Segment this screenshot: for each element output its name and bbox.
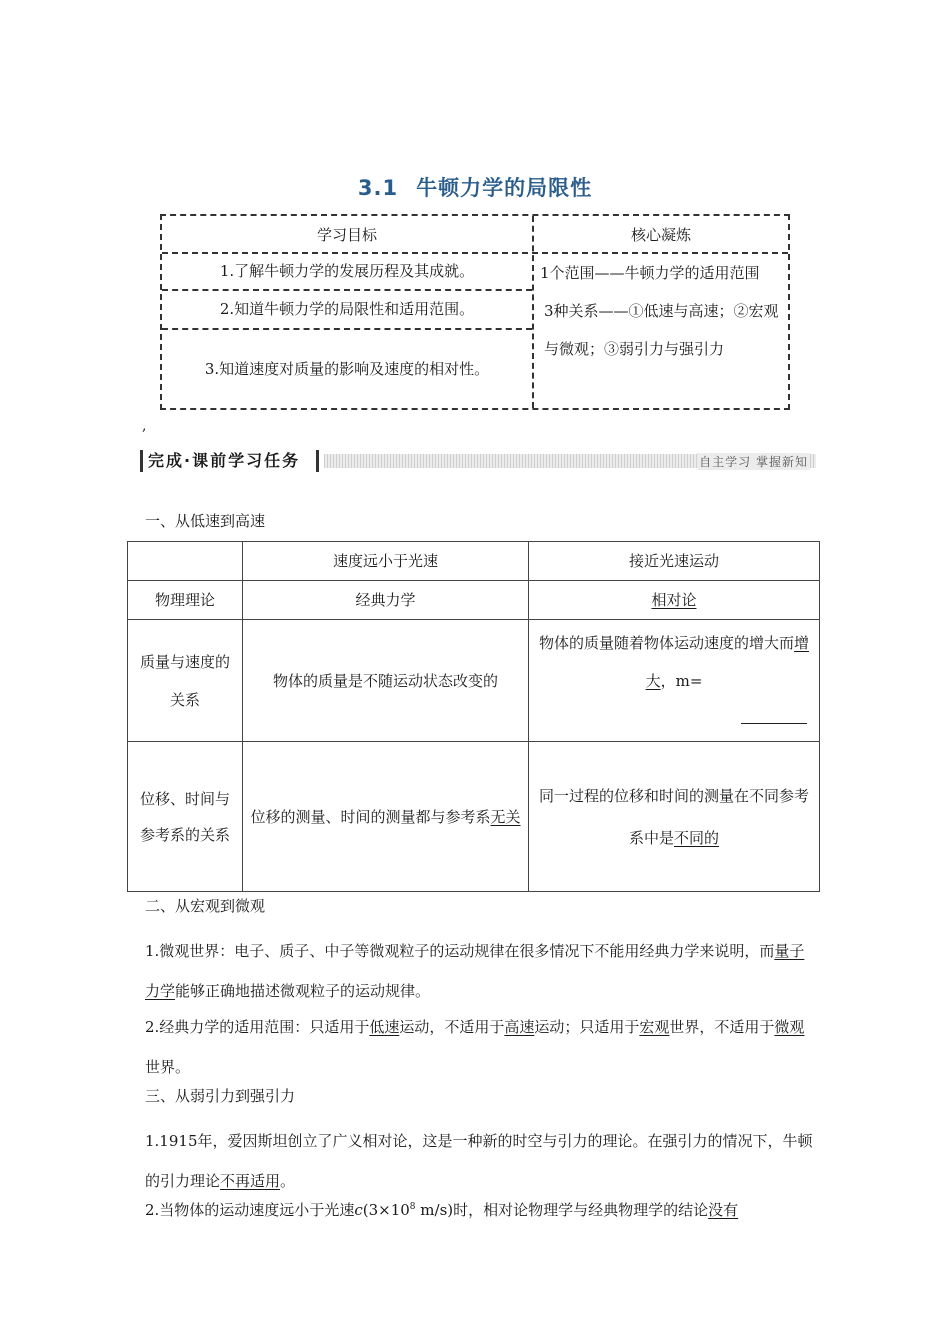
answer-blank: 量子力学 bbox=[145, 942, 805, 1000]
cell-text: 同一过程的位移和时间的测量在不同参考系中是 bbox=[538, 786, 809, 847]
text: m/s)时，相对论物理学与经典物理学的结论 bbox=[415, 1201, 709, 1219]
comparison-table bbox=[127, 541, 820, 892]
banner-bar bbox=[316, 450, 319, 472]
goal-item: 2.知道牛顿力学的局限性和适用范围。 bbox=[219, 300, 475, 318]
table-row bbox=[128, 581, 820, 620]
text: 运动；只适用于 bbox=[534, 1018, 640, 1036]
answer-blank: 没有 bbox=[708, 1201, 739, 1219]
stray-mark: , bbox=[142, 418, 147, 434]
text: 1.1915年，爱因斯坦创立了广义相对论，这是一种新的时空与引力的理论。在强引力的情况下，牛顿的引力理论 bbox=[145, 1132, 813, 1190]
speed-of-light-symbol: c bbox=[354, 1201, 363, 1219]
section-heading: 三、从弱引力到强引力 bbox=[145, 1087, 296, 1105]
row-label: 位移、时间与参考系的关系 bbox=[128, 742, 243, 892]
table-header: 速度远小于光速 bbox=[243, 542, 529, 581]
table-row bbox=[128, 742, 820, 892]
row-label: 质量与速度的关系 bbox=[128, 620, 243, 742]
paragraph bbox=[145, 1007, 815, 1087]
answer-blank: 微观 bbox=[774, 1018, 805, 1036]
paragraph bbox=[145, 931, 815, 1011]
core-range: 1个范围——牛顿力学的适用范围 bbox=[540, 264, 760, 282]
cell-text: 位移的测量、时间的测量都与参考系 bbox=[250, 807, 491, 826]
answer-blank: 不同的 bbox=[674, 828, 720, 847]
core-header: 核心凝炼 bbox=[630, 225, 691, 244]
answer-blank: 宏观 bbox=[639, 1018, 670, 1036]
goal-item: 3.知道速度对质量的影响及速度的相对性。 bbox=[204, 359, 490, 378]
text: 能够正确地描述微观粒子的运动规律。 bbox=[175, 982, 431, 1000]
banner-subtitle: 自主学习 掌握新知 bbox=[699, 455, 808, 469]
section-number: 3.1 bbox=[357, 176, 399, 200]
row-label: 物理理论 bbox=[128, 581, 243, 620]
table-cell: 经典力学 bbox=[243, 581, 529, 620]
objectives-table bbox=[160, 214, 790, 410]
section-heading: 一、从低速到高速 bbox=[145, 512, 266, 530]
cell-text: ，m= bbox=[660, 671, 703, 690]
banner-bar bbox=[140, 450, 143, 472]
answer-blank: 相对论 bbox=[651, 591, 697, 609]
table-cell bbox=[529, 620, 820, 742]
section-heading: 二、从宏观到微观 bbox=[145, 897, 266, 915]
text: 世界。 bbox=[145, 1058, 191, 1076]
text: 2.当物体的运动速度远小于光速 bbox=[145, 1201, 355, 1219]
page-title bbox=[0, 172, 950, 202]
text: (3×10 bbox=[362, 1201, 410, 1219]
table-cell bbox=[128, 542, 243, 581]
goals-header: 学习目标 bbox=[316, 225, 377, 244]
table-cell bbox=[529, 581, 820, 620]
text: 1.微观世界：电子、质子、中子等微观粒子的运动规律在很多情况下不能用经典力学来说明，而 bbox=[145, 942, 775, 960]
exponent: 8 bbox=[409, 1202, 416, 1212]
table-row bbox=[128, 620, 820, 742]
cell-text: 物体的质量随着物体运动速度的增大而 bbox=[538, 633, 794, 652]
table-row bbox=[128, 542, 820, 581]
table-header: 接近光速运动 bbox=[529, 542, 820, 581]
table-cell bbox=[243, 742, 529, 892]
formula-blank bbox=[741, 722, 807, 724]
text: 2.经典力学的适用范围：只适用于 bbox=[145, 1018, 370, 1036]
answer-blank: 无关 bbox=[490, 807, 521, 826]
goal-item: 1.了解牛顿力学的发展历程及其成就。 bbox=[219, 262, 475, 280]
text: 世界，不适用于 bbox=[669, 1018, 775, 1036]
core-relations: 3种关系——①低速与高速；②宏观与微观；③弱引力与强引力 bbox=[544, 302, 779, 358]
table-cell: 物体的质量是不随运动状态改变的 bbox=[243, 620, 529, 742]
answer-blank: 高速 bbox=[504, 1018, 535, 1036]
section-title: 牛顿力学的局限性 bbox=[416, 176, 593, 200]
answer-blank: 不再适用 bbox=[220, 1172, 281, 1190]
text: 。 bbox=[280, 1172, 296, 1190]
text: 运动，不适用于 bbox=[399, 1018, 505, 1036]
paragraph bbox=[145, 1197, 815, 1220]
answer-blank: 增大 bbox=[645, 633, 810, 690]
table-cell bbox=[529, 742, 820, 892]
banner-title: 完成·课前学习任务 bbox=[148, 450, 304, 472]
core-summary bbox=[540, 254, 786, 368]
answer-blank: 低速 bbox=[369, 1018, 400, 1036]
paragraph bbox=[145, 1121, 815, 1201]
section-banner bbox=[140, 450, 816, 472]
